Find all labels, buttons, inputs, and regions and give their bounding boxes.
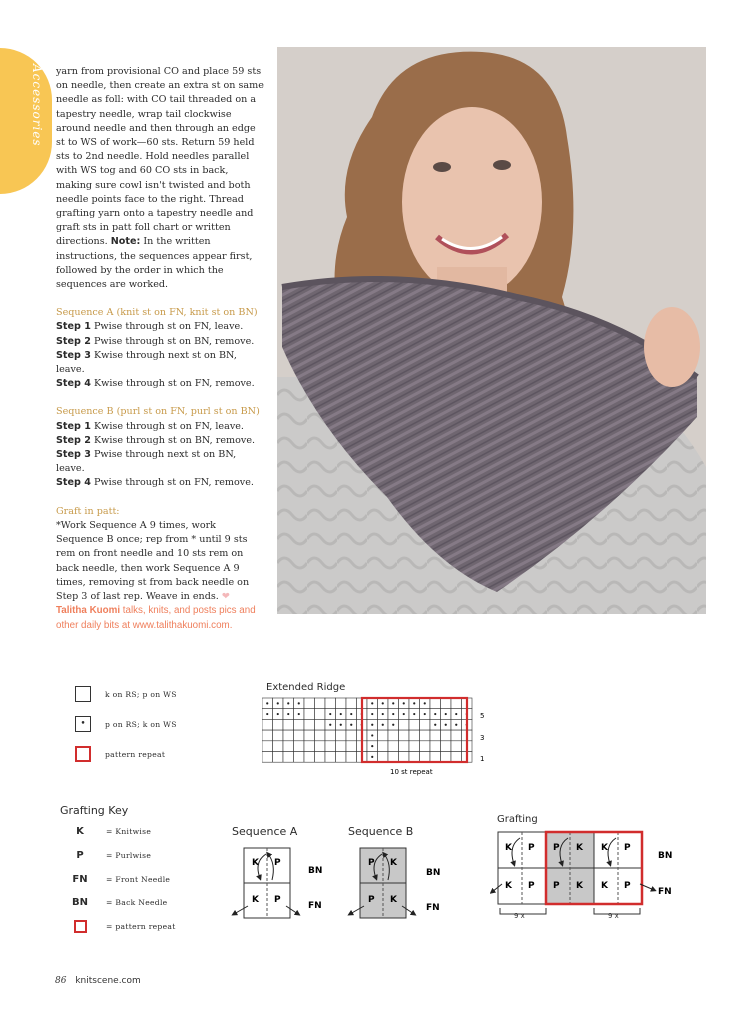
chart-cell <box>336 730 347 741</box>
sequence-b-heading <box>56 405 266 419</box>
purl-dot <box>329 724 331 726</box>
purl-dot <box>403 713 405 715</box>
chart-cell <box>451 752 462 763</box>
legend-text: p on RS; k on WS <box>105 719 177 729</box>
key-item <box>60 850 151 861</box>
chart-cell <box>451 730 462 741</box>
purl-dot <box>382 702 384 704</box>
k-label: K <box>252 858 259 868</box>
purl-dot <box>371 702 373 704</box>
p-label: P <box>528 881 535 891</box>
sequence-b-subtitle: (purl st on FN, purl st on BN) <box>116 406 260 418</box>
purl-dot <box>424 702 426 704</box>
chart-cell <box>399 741 410 752</box>
chart-cell <box>283 741 294 752</box>
model-photo-illustration <box>277 47 706 614</box>
seq-a-step: Step 4 Kwise through st on FN, remove. <box>56 378 255 390</box>
seq-a-step: Step 1 Pwise through st on FN, leave. <box>56 321 244 333</box>
sequence-b-title: Sequence B <box>56 406 114 418</box>
sequence-a-title: Sequence A <box>56 307 114 319</box>
legend-item <box>75 686 177 702</box>
chart-cell <box>304 698 315 709</box>
chart-cell <box>388 752 399 763</box>
key-text: = Purlwise <box>106 851 152 860</box>
purl-dot <box>413 713 415 715</box>
note-label: Note: <box>110 236 141 248</box>
purl-dot <box>371 745 373 747</box>
chart-cell <box>294 730 305 741</box>
chart-cell <box>430 752 441 763</box>
purl-dot <box>371 734 373 736</box>
author-bio <box>56 604 266 633</box>
p-label: P <box>274 895 281 905</box>
purl-dot <box>455 713 457 715</box>
intro-paragraph <box>56 65 266 292</box>
purl-dot <box>424 713 426 715</box>
row-number: 3 <box>480 734 485 742</box>
page-number: 86 <box>55 976 67 986</box>
chart-cell <box>388 730 399 741</box>
repeat-count: 9 x <box>514 912 525 920</box>
purl-dot <box>392 713 394 715</box>
legend-repeat-box <box>75 746 91 762</box>
grafting-diagram <box>490 828 690 926</box>
key-symbol: BN <box>72 897 88 908</box>
chart-cell <box>283 730 294 741</box>
purl-dot <box>340 724 342 726</box>
chart-cell <box>262 730 273 741</box>
chart-cell <box>346 698 357 709</box>
chart-cell <box>388 741 399 752</box>
chart-cell <box>336 741 347 752</box>
chart-cell <box>262 741 273 752</box>
intro-text: yarn from provisional CO and place 59 sts on needle, then create an extra st on same needle as foll: with CO tail threaded on a tapestry needle, wrap tail clockwise around needle and then through an edge st to WS of work—60 sts. Return 59 held sts to 2nd needle. Hold needles parallel with WS tog and 60 CO sts in back, making sure cowl isn't twisted and both needle points face to the right. Thread grafting yarn onto a tapestry needle and graft sts in patt foll chart or written directions. <box>56 66 264 248</box>
page-footer <box>55 976 141 986</box>
chart-cell <box>325 752 336 763</box>
bn-label: BN <box>308 866 323 876</box>
purl-dot <box>403 702 405 704</box>
chart-cell <box>441 752 452 763</box>
key-item <box>60 874 170 885</box>
repeat-count: 9 x <box>608 912 619 920</box>
chart-cell <box>304 752 315 763</box>
legend-knit-box <box>75 686 91 702</box>
k-label: K <box>505 881 512 891</box>
chart-cell <box>399 719 410 730</box>
chart-cell <box>294 741 305 752</box>
k-label: K <box>390 858 397 868</box>
purl-dot <box>434 724 436 726</box>
purl-dot <box>455 724 457 726</box>
chart-cell <box>378 741 389 752</box>
chart-cell <box>451 698 462 709</box>
chart-cell <box>262 719 273 730</box>
sequence-a-heading <box>56 306 266 320</box>
chart-cell <box>325 741 336 752</box>
chart-cell <box>304 741 315 752</box>
purl-dot <box>371 713 373 715</box>
purl-dot <box>350 713 352 715</box>
purl-dot <box>266 713 268 715</box>
seq-b-step: Step 1 Kwise through st on FN, leave. <box>56 420 244 432</box>
key-text: = Knitwise <box>106 827 152 836</box>
website: knitscene.com <box>75 976 141 986</box>
graft-heading: Graft in patt: <box>56 505 120 517</box>
instructions-column <box>56 65 266 633</box>
purl-dot <box>445 713 447 715</box>
k-label: K <box>601 843 608 853</box>
note-text: In the written instructions, the sequences appear first, followed by the order in which the sequences are worked. <box>56 236 253 291</box>
key-item <box>60 897 167 908</box>
purl-dot <box>277 713 279 715</box>
sequence-b-diagram <box>342 844 452 924</box>
purl-dot <box>371 724 373 726</box>
model-photo <box>277 47 706 614</box>
chart-cell <box>378 752 389 763</box>
chart-cell <box>262 752 273 763</box>
p-label: P <box>274 858 281 868</box>
grafting-diagram-title: Grafting <box>497 814 538 825</box>
chart-cell <box>304 709 315 720</box>
purl-dot <box>445 724 447 726</box>
grafting-key-title: Grafting Key <box>60 804 129 817</box>
chart-cell <box>315 709 326 720</box>
purl-dot <box>371 756 373 758</box>
seq-a-step: Step 3 Kwise through next st on BN, leave. <box>56 349 237 376</box>
graft-text: *Work Sequence A 9 times, work Sequence B once; rep from * until 9 sts rem on front needle and 10 sts rem on back needle, then work Sequence A 9 times, removing st from back needle on Step 3 of last rep. Weave in ends. <box>56 519 250 602</box>
chart-cell <box>273 719 284 730</box>
purl-dot <box>277 702 279 704</box>
section-tab-label: Accessories <box>30 64 44 147</box>
p-label: P <box>368 858 375 868</box>
chart-cell <box>325 730 336 741</box>
chart-cell <box>336 752 347 763</box>
chart-cell <box>315 698 326 709</box>
chart-cell <box>430 698 441 709</box>
chart-cell <box>315 741 326 752</box>
chart-cell <box>441 730 452 741</box>
p-label: P <box>624 843 631 853</box>
chart-cell <box>304 730 315 741</box>
row-number: 1 <box>480 755 485 763</box>
key-item <box>60 920 176 933</box>
purl-dot <box>266 702 268 704</box>
chart-cell <box>283 719 294 730</box>
k-label: K <box>576 881 583 891</box>
extended-ridge-chart <box>262 694 492 780</box>
chart-cell <box>399 752 410 763</box>
chart-cell <box>346 752 357 763</box>
extended-ridge-title: Extended Ridge <box>266 682 346 693</box>
chart-cell <box>273 730 284 741</box>
key-item <box>60 826 151 837</box>
p-label: P <box>528 843 535 853</box>
legend-item <box>75 746 165 762</box>
purl-dot <box>298 713 300 715</box>
k-label: K <box>505 843 512 853</box>
key-text: = pattern repeat <box>106 922 176 931</box>
key-symbol: K <box>76 826 84 837</box>
chart-cell <box>315 719 326 730</box>
bn-label: BN <box>658 851 673 861</box>
chart-cell <box>430 730 441 741</box>
k-label: K <box>252 895 259 905</box>
repeat-label: 10 st repeat <box>390 768 433 776</box>
sequence-b-diagram-title: Sequence B <box>348 825 414 838</box>
chart-cell <box>451 741 462 752</box>
legend-text: pattern repeat <box>105 749 166 759</box>
key-symbol <box>60 920 100 933</box>
chart-cell <box>420 730 431 741</box>
purl-dot <box>434 713 436 715</box>
p-label: P <box>553 881 560 891</box>
bn-label: BN <box>426 868 441 878</box>
bio-text: talks, knits, and posts pics and other daily bits at www.talithakuomi.com. <box>56 605 256 631</box>
seq-b-step: Step 3 Pwise through next st on BN, leave. <box>56 449 237 475</box>
purl-dot <box>350 724 352 726</box>
p-label: P <box>624 881 631 891</box>
chart-cell <box>346 730 357 741</box>
chart-cell <box>420 719 431 730</box>
chart-cell <box>420 741 431 752</box>
purl-dot <box>382 713 384 715</box>
chart-cell <box>315 730 326 741</box>
chart-cell <box>441 698 452 709</box>
chart-cell <box>325 698 336 709</box>
chart-cell <box>315 752 326 763</box>
purl-dot <box>392 702 394 704</box>
p-label: P <box>368 895 375 905</box>
chart-cell <box>409 752 420 763</box>
fn-label: FN <box>308 901 322 911</box>
chart-cell <box>399 730 410 741</box>
fn-label: FN <box>426 903 440 913</box>
fn-label: FN <box>658 887 672 897</box>
chart-cell <box>378 730 389 741</box>
author-name: Talitha Kuomi <box>56 605 121 617</box>
key-symbol: P <box>76 850 84 861</box>
purl-dot <box>287 713 289 715</box>
seq-b-step: Step 4 Pwise through st on FN, remove. <box>56 477 254 489</box>
chart-cell <box>273 752 284 763</box>
purl-dot <box>413 702 415 704</box>
key-text: = Front Needle <box>106 875 171 884</box>
chart-cell <box>294 719 305 730</box>
purl-dot <box>340 713 342 715</box>
seq-b-step: Step 2 Kwise through st on BN, remove. <box>56 434 256 446</box>
chart-cell <box>294 752 305 763</box>
k-label: K <box>576 843 583 853</box>
k-label: K <box>601 881 608 891</box>
legend-text: k on RS; p on WS <box>105 689 177 699</box>
chart-cell <box>336 698 347 709</box>
row-number: 5 <box>480 712 485 720</box>
chart-cell <box>273 741 284 752</box>
chart-cell <box>441 741 452 752</box>
chart-cell <box>420 752 431 763</box>
chart-cell <box>409 719 420 730</box>
sequence-a-diagram <box>226 844 336 924</box>
legend-purl-box: • <box>75 716 91 732</box>
sequence-a-diagram-title: Sequence A <box>232 825 298 838</box>
legend-item <box>75 716 177 732</box>
purl-dot <box>329 713 331 715</box>
key-text: = Back Needle <box>106 898 168 907</box>
chart-cell <box>346 741 357 752</box>
sequence-a-subtitle: (knit st on FN, knit st on BN) <box>116 307 258 319</box>
chart-cell <box>283 752 294 763</box>
purl-dot <box>382 724 384 726</box>
chart-cell <box>304 719 315 730</box>
key-symbol: FN <box>72 874 88 885</box>
purl-dot <box>287 702 289 704</box>
purl-dot <box>298 702 300 704</box>
seq-a-step: Step 2 Pwise through st on BN, remove. <box>56 335 255 347</box>
purl-dot <box>392 724 394 726</box>
graft-paragraph <box>56 519 266 604</box>
chart-cell <box>409 741 420 752</box>
chart-cell <box>409 730 420 741</box>
chart-cell <box>430 741 441 752</box>
p-label: P <box>553 843 560 853</box>
k-label: K <box>390 895 397 905</box>
heart-icon: ❤ <box>221 590 230 602</box>
